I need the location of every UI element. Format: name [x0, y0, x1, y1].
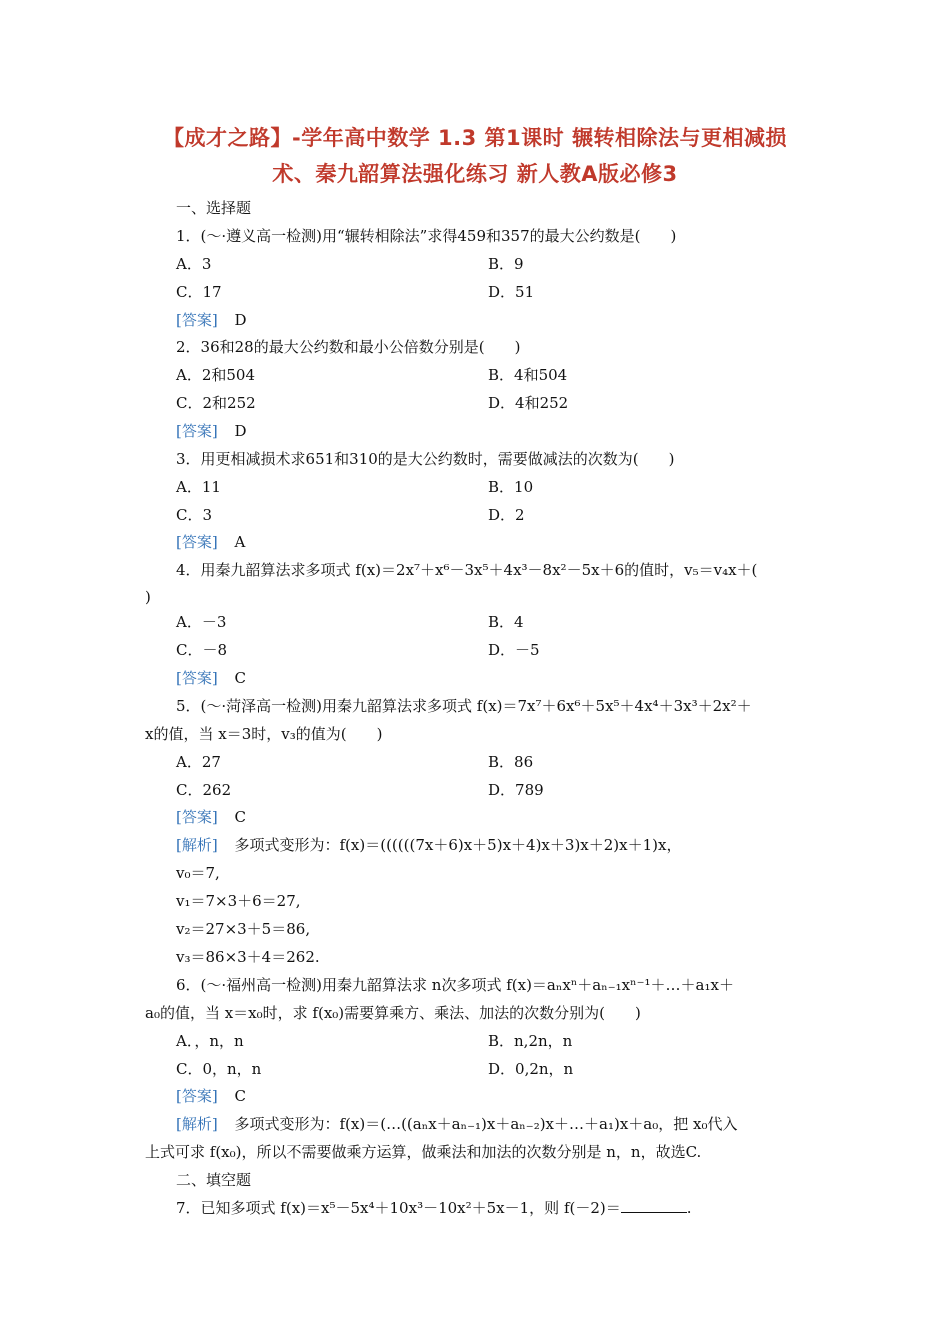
- answer-tag: [答案]: [176, 808, 218, 826]
- q3-option-d: D．2: [488, 506, 525, 524]
- analysis-text: 多项式变形为：f(x)＝((((((7x＋6)x＋5)x＋4)x＋3)x＋2)x＋1)x，: [234, 836, 682, 854]
- q6-option-a: A．，n，n: [176, 1032, 244, 1050]
- q1-option-b: B．9: [488, 255, 524, 273]
- answer-value: C: [234, 1087, 246, 1105]
- section-heading-fill: 二、填空题: [176, 1171, 252, 1189]
- q6-stem: 6．(～·福州高一检测)用秦九韶算法求 n次多项式 f(x)＝aₙxⁿ＋aₙ₋₁xⁿ⁻¹＋…＋a₁x＋: [176, 976, 734, 994]
- q7-answer-blank[interactable]: [621, 1198, 687, 1213]
- answer-value: C: [234, 808, 246, 826]
- q7-stem-end: .: [686, 1199, 692, 1217]
- q4-option-a: A．－3: [176, 613, 227, 631]
- answer-value: D: [234, 311, 247, 329]
- q2-option-c: C．2和252: [176, 394, 256, 412]
- q6-analysis-cont: 上式可求 f(x₀)，所以不需要做乘方运算，做乘法和加法的次数分别是 n，n，故选C.: [145, 1143, 702, 1161]
- q5-stem-cont: x的值，当 x＝3时，v₃的值为( ): [145, 725, 383, 743]
- q6-answer: [176, 1086, 246, 1106]
- answer-value: D: [234, 422, 247, 440]
- title-line-1: 【成才之路】-学年高中数学 1.3 第1课时 辗转相除法与更相减损: [163, 126, 787, 150]
- answer-tag: [答案]: [176, 1087, 218, 1105]
- q4-option-b: B．4: [488, 613, 524, 631]
- q1-option-c: C．17: [176, 283, 222, 301]
- q7-stem-text: 7．已知多项式 f(x)＝x⁵－5x⁴＋10x³－10x²＋5x－1，则 f(－2)＝: [176, 1199, 621, 1217]
- q5-stem: 5．(～·菏泽高一检测)用秦九韶算法求多项式 f(x)＝7x⁷＋6x⁶＋5x⁵＋4x⁴＋3x³＋2x²＋: [176, 697, 752, 715]
- q3-option-b: B．10: [488, 478, 534, 496]
- q1-answer: [176, 310, 247, 330]
- q6-option-c: C．0，n，n: [176, 1060, 262, 1078]
- q1-stem: 1．(～·遵义高一检测)用“辗转相除法”求得459和357的最大公约数是( ): [176, 227, 677, 245]
- q2-stem: 2．36和28的最大公约数和最小公倍数分别是( ): [176, 338, 521, 356]
- section-heading-choice: 一、选择题: [176, 199, 252, 217]
- answer-value: A: [234, 533, 246, 551]
- q5-option-a: A．27: [176, 753, 221, 771]
- q6-analysis: [176, 1114, 737, 1134]
- q3-answer: [176, 532, 245, 552]
- answer-value: C: [234, 669, 246, 687]
- q4-option-d: D．－5: [488, 641, 540, 659]
- answer-tag: [答案]: [176, 533, 218, 551]
- q5-step-0: v₀＝7,: [176, 864, 220, 882]
- q6-stem-cont: a₀的值，当 x＝x₀时，求 f(x₀)需要算乘方、乘法、加法的次数分别为( ): [145, 1004, 641, 1022]
- answer-tag: [答案]: [176, 422, 218, 440]
- q5-step-2: v₂＝27×3＋5＝86,: [176, 920, 311, 938]
- analysis-tag: [解析]: [176, 836, 218, 854]
- q7-stem: [176, 1198, 692, 1218]
- q5-option-b: B．86: [488, 753, 534, 771]
- q4-stem-cont: ): [145, 588, 151, 606]
- q5-step-3: v₃＝86×3＋4＝262.: [176, 948, 320, 966]
- q2-option-d: D．4和252: [488, 394, 569, 412]
- title-line-2: 术、秦九韶算法强化练习 新人教A版必修3: [272, 162, 678, 186]
- q5-answer: [176, 807, 246, 827]
- analysis-text: 多项式变形为：f(x)＝(…((aₙx＋aₙ₋₁)x＋aₙ₋₂)x＋…＋a₁)x＋a₀，把 x₀代入: [234, 1115, 738, 1133]
- q1-option-d: D．51: [488, 283, 535, 301]
- q2-option-a: A．2和504: [176, 366, 256, 384]
- analysis-tag: [解析]: [176, 1115, 218, 1133]
- q4-stem: 4．用秦九韶算法求多项式 f(x)＝2x⁷＋x⁶－3x⁵＋4x³－8x²－5x＋6的值时，v₅＝v₄x＋(: [176, 561, 758, 579]
- q5-option-d: D．789: [488, 781, 544, 799]
- q4-answer: [176, 668, 246, 688]
- q6-option-d: D．0,2n，n: [488, 1060, 574, 1078]
- q4-option-c: C．－8: [176, 641, 228, 659]
- q1-option-a: A．3: [176, 255, 212, 273]
- q3-stem: 3．用更相减损术求651和310的是大公约数时，需要做减法的次数为( ): [176, 450, 675, 468]
- q5-analysis: [176, 835, 681, 855]
- q3-option-a: A．11: [176, 478, 221, 496]
- q2-answer: [176, 421, 247, 441]
- answer-tag: [答案]: [176, 669, 218, 687]
- q6-option-b: B．n,2n，n: [488, 1032, 573, 1050]
- q5-option-c: C．262: [176, 781, 232, 799]
- q3-option-c: C．3: [176, 506, 213, 524]
- q2-option-b: B．4和504: [488, 366, 568, 384]
- q5-step-1: v₁＝7×3＋6＝27,: [176, 892, 301, 910]
- answer-tag: [答案]: [176, 311, 218, 329]
